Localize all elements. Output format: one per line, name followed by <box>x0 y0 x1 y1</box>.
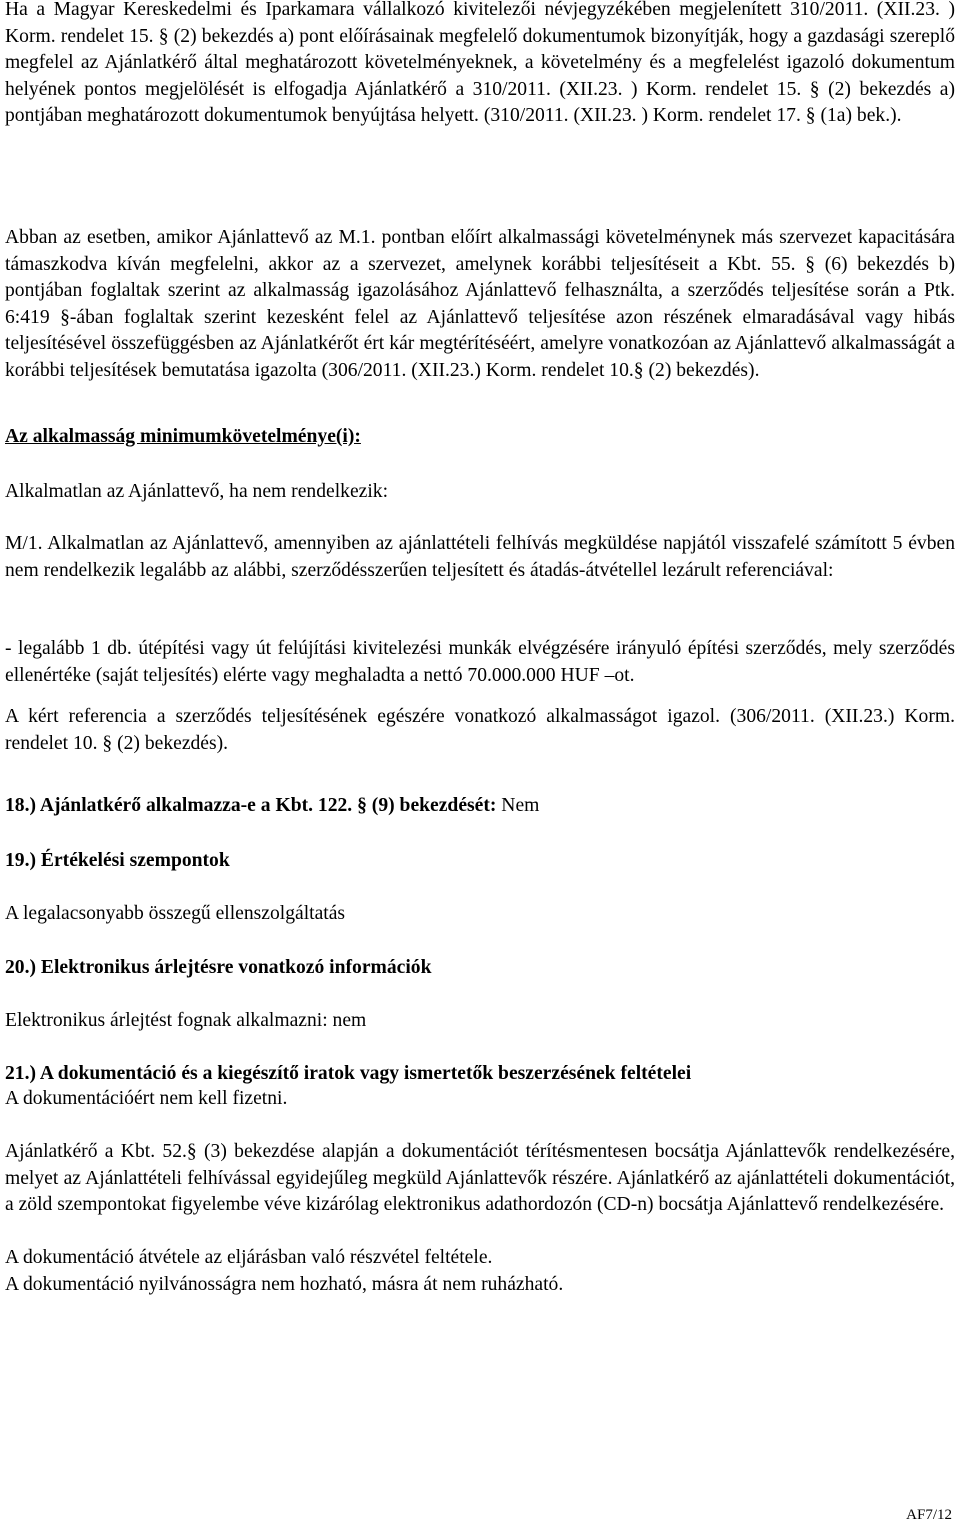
paragraph-capacity-guarantee: Abban az esetben, amikor Ajánlattevő az M.1. pontban előírt alkalmassági követelménynek más szervezet kapacitására támaszkodva kíván megfelelni, akkor az a szervezet, amelynek korábbi teljesítéseit a Kbt. 55. § (6) bekezdés b) pontjában foglaltak szerint az alkalmasság igazolásához Ajánlattevő felhasználta, a szerződés teljesítése során a Ptk. 6:419 §-ában foglaltak szerint kezesként felel az Ajánlattevő teljesítése azon részének elmaradásával vagy hibás teljesítésével összefüggésben az Ajánlatkérőt ért kár megtérítéséért, amelyre vonatkozóan az Ajánlattevő alkalmasságát a korábbi teljesítések bemutatása igazolta (306/2011. (XII.23.) Korm. rendelet 10.§ (2) bekezdés). <box>5 227 955 381</box>
section-18 <box>5 793 955 820</box>
section-21-heading: 21.) A dokumentáció és a kiegészítő iratok vagy ismertetők beszerzésének feltételei <box>5 1063 692 1084</box>
section-21-no-fee: A dokumentációért nem kell fizetni. <box>5 1088 288 1109</box>
section-20-text: Elektronikus árlejtést fognak alkalmazni: nem <box>5 1010 367 1031</box>
section-21-participation-condition: A dokumentáció átvétele az eljárásban való részvétel feltétele. <box>5 1247 493 1268</box>
paragraph-m1-requirement: M/1. Alkalmatlan az Ajánlattevő, amennyiben az ajánlattételi felhívás megküldése napjától visszafelé számított 5 évben nem rendelkezik legalább az alábbi, szerződésszerűen teljesített és átadás-átvétellel lezárult referenciával: <box>5 533 955 581</box>
section-21-free-documentation: Ajánlatkérő a Kbt. 52.§ (3) bekezdése alapján a dokumentációt térítésmentesen bocsátja Ajánlattevők rendelkezésére, melyet az Ajánlattételi felhívással egyidejűleg megküld Ajánlattevők részére. Ajánlatkérő az ajánlattételi dokumentációt, a zöld szempontokat figyelembe véve kizárólag elektronikus adathordozón (CD-n) bocsátja Ajánlattevő rendelkezésére. <box>5 1141 955 1215</box>
section-21-not-public: A dokumentáció nyilvánosságra nem hozható, másra át nem ruházható. <box>5 1274 564 1295</box>
page-code-footer: AF7/12 <box>906 1507 952 1523</box>
section-18-value: Nem <box>496 795 540 816</box>
paragraph-reference-item: - legalább 1 db. útépítési vagy út felújítási kivitelezési munkák elvégzésére irányuló építési szerződés, mely szerződés ellenértéke (saját teljesítés) elérte vagy meghaladta a nettó 70.000.000 HUF –ot. <box>5 638 955 686</box>
paragraph-registry-documents: Ha a Magyar Kereskedelmi és Iparkamara vállalkozó kivitelezői névjegyzékében megjelenített 310/2011. (XII.23. ) Korm. rendelet 15. § (2) bekezdés a) pont előírásainak megfelelő dokumentumok bizonyítják, hogy a gazdasági szereplő megfelel az Ajánlatkérő által meghatározott követelményeknek, a követelmény és a megfelelést igazoló dokumentum helyének pontos megjelölését is elfogadja Ajánlatkérő a 310/2011. (XII.23. ) Korm. rendelet 15. § (2) bekezdés a) pontjában meghatározott dokumentumok benyújtása helyett. (310/2011. (XII.23. ) Korm. rendelet 17. § (1a) bek.). <box>5 0 955 126</box>
section-19-text: A legalacsonyabb összegű ellenszolgáltatás <box>5 903 346 924</box>
section-19-heading: 19.) Értékelési szempontok <box>5 850 230 871</box>
paragraph-reference-note: A kért referencia a szerződés teljesítésének egészére vonatkozó alkalmasságot igazol. (306/2011. (XII.23.) Korm. rendelet 10. § (2) bekezdés). <box>5 706 955 754</box>
section-20-heading: 20.) Elektronikus árlejtésre vonatkozó információk <box>5 957 432 978</box>
heading-minimum-requirements: Az alkalmasság minimumkövetelménye(i): <box>5 426 361 447</box>
section-18-heading: 18.) Ajánlatkérő alkalmazza-e a Kbt. 122. § (9) bekezdését: <box>5 795 497 816</box>
paragraph-unfit-if: Alkalmatlan az Ajánlattevő, ha nem rendelkezik: <box>5 481 389 502</box>
